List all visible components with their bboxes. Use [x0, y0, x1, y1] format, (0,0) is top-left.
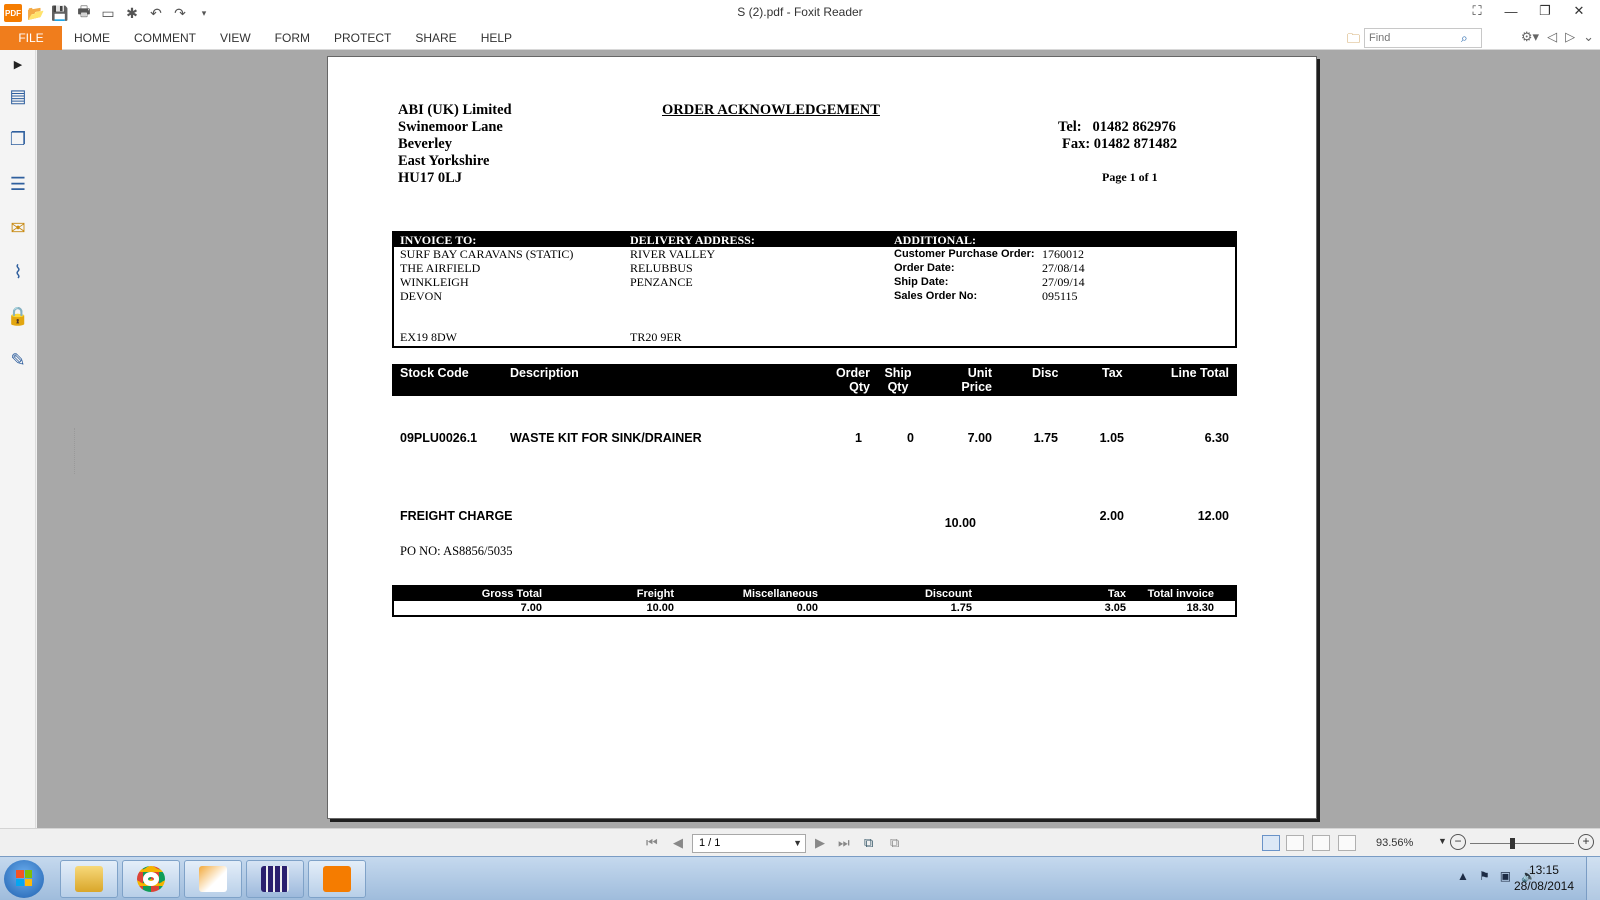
invoice-to-address — [400, 247, 573, 303]
pages-icon[interactable]: ❐ — [9, 128, 27, 149]
window-title: S (2).pdf - Foxit Reader — [737, 5, 863, 19]
zoom-slider-thumb[interactable] — [1510, 838, 1515, 849]
address-line: THE AIRFIELD — [400, 261, 481, 275]
bookmarks-icon[interactable]: ▤ — [9, 85, 27, 106]
panel-resize-handle[interactable] — [74, 428, 77, 474]
pdf-page — [327, 56, 1317, 819]
outlook-logo-icon — [199, 866, 227, 892]
freight-price: 10.00 — [944, 516, 976, 530]
freight-row — [392, 509, 1237, 531]
chrome-logo-icon — [137, 866, 165, 892]
tab-help[interactable]: HELP — [480, 31, 513, 45]
signatures-icon[interactable]: ✎ — [10, 349, 26, 370]
clock[interactable] — [1514, 862, 1574, 894]
col-unit-price-line2: Price — [961, 380, 992, 394]
find-input[interactable] — [1365, 32, 1461, 44]
item-unit-price: 7.00 — [967, 431, 992, 445]
facing-view-icon[interactable] — [1312, 835, 1330, 851]
tab-form[interactable]: FORM — [274, 31, 310, 45]
col-order-qty-line2: Qty — [849, 380, 870, 394]
address-line: SURF BAY CARAVANS (STATIC) — [400, 247, 574, 261]
address-line: DEVON — [400, 289, 442, 303]
freight-total-value: 10.00 — [646, 602, 674, 614]
next-arrow-icon[interactable]: ▷ — [1565, 29, 1576, 44]
items-header — [392, 364, 1237, 396]
additional-value: 095115 — [1042, 289, 1078, 303]
zoom-level[interactable]: 93.56% — [1376, 837, 1414, 849]
windows-logo-icon — [16, 870, 32, 886]
volume-icon[interactable]: 🔊 — [1521, 869, 1536, 883]
page-indicator: 1 / 1 — [699, 837, 721, 849]
total-invoice-label: Total invoice — [1147, 588, 1214, 600]
customize-icon[interactable]: ▾ — [201, 7, 207, 18]
settings-gear-icon[interactable]: ⚙▾ — [1520, 29, 1540, 44]
invoice-to-heading: INVOICE TO: — [400, 233, 477, 247]
explorer-icon[interactable] — [60, 860, 118, 898]
minimize-button[interactable]: — — [1504, 3, 1518, 19]
company-block — [398, 102, 512, 187]
title-bar — [0, 0, 1600, 26]
misc-label: Miscellaneous — [742, 588, 818, 600]
next-view-icon[interactable]: ⧉ — [890, 835, 900, 850]
tax-total-label: Tax — [1107, 588, 1126, 600]
additional-value: 1760012 — [1042, 247, 1084, 261]
col-ship-qty-line1: Ship — [884, 366, 912, 380]
document-title: ORDER ACKNOWLEDGEMENT — [662, 102, 880, 118]
additional-labels — [894, 247, 1035, 303]
tab-comment[interactable]: COMMENT — [134, 31, 196, 45]
comments-icon[interactable]: ✉ — [10, 217, 26, 238]
clock-date: 28/08/2014 — [1513, 879, 1574, 893]
fullscreen-icon[interactable]: ⛶ — [1472, 3, 1482, 18]
chrome-icon[interactable] — [122, 860, 180, 898]
zoom-slider[interactable] — [1470, 843, 1574, 844]
taskbar — [0, 856, 1600, 900]
search-folder-icon[interactable]: 🗀 — [1346, 31, 1360, 46]
tray-expand-icon[interactable]: ▲ — [1457, 869, 1469, 883]
window-controls — [1460, 0, 1596, 22]
item-ship-qty: 0 — [907, 431, 914, 445]
address-box — [392, 231, 1237, 348]
ribbon-right-tools — [1521, 29, 1594, 45]
attachments-icon[interactable]: ⌇ — [13, 261, 23, 282]
gross-total-value: 7.00 — [520, 602, 542, 614]
document-area[interactable] — [37, 50, 1600, 828]
foxit-logo-icon[interactable]: PDF — [4, 4, 22, 22]
total-invoice-value: 18.30 — [1186, 602, 1214, 614]
freight-total: 12.00 — [1197, 509, 1229, 523]
address-line: RIVER VALLEY — [630, 247, 716, 261]
ribbon — [0, 26, 1600, 50]
network-icon[interactable]: ▣ — [1499, 869, 1512, 883]
grid-app-icon — [261, 866, 289, 892]
outlook-icon[interactable] — [184, 860, 242, 898]
address-line: PENZANCE — [630, 275, 693, 289]
col-description: Description — [510, 366, 579, 380]
page-count: Page 1 of 1 — [1102, 170, 1158, 184]
contact-block — [1058, 119, 1177, 153]
table-row — [392, 431, 1237, 447]
col-tax: Tax — [1102, 366, 1123, 380]
delivery-address-heading: DELIVERY ADDRESS: — [630, 233, 755, 247]
item-disc: 1.75 — [1033, 431, 1058, 445]
action-center-flag-icon[interactable]: ⚑ — [1478, 869, 1490, 883]
tab-view[interactable]: VIEW — [220, 31, 251, 45]
panel-expand-icon[interactable]: ▶ — [13, 58, 23, 71]
item-order-qty: 1 — [855, 431, 862, 445]
tab-file[interactable]: FILE — [0, 26, 62, 50]
item-line-total: 6.30 — [1204, 431, 1229, 445]
security-icon[interactable]: 🔒 — [6, 305, 30, 326]
print-icon[interactable]: 🖶 — [77, 3, 91, 19]
additional-label: Ship Date: — [894, 276, 949, 288]
show-desktop-button[interactable] — [1586, 857, 1600, 900]
freight-total-label: Freight — [636, 588, 674, 600]
previous-arrow-icon[interactable]: ◁ — [1547, 29, 1558, 44]
folder-open-icon[interactable]: 📂 — [27, 4, 45, 21]
item-stock-code: 09PLU0026.1 — [400, 431, 478, 445]
invoice-to-postcode: EX19 8DW — [400, 330, 457, 344]
tax-total-value: 3.05 — [1104, 602, 1126, 614]
address-header-bar — [394, 233, 1235, 247]
find-box — [1364, 28, 1482, 48]
chevron-down-icon[interactable]: ▼ — [793, 838, 802, 848]
quick-access-toolbar — [4, 3, 214, 23]
new-pdf-icon[interactable]: ✱ — [126, 4, 138, 21]
page-number-select[interactable] — [692, 834, 806, 853]
status-bar — [0, 828, 1600, 856]
delivery-address — [630, 247, 715, 289]
zoom-in-icon[interactable]: + — [1578, 834, 1594, 850]
save-icon[interactable]: 💾 — [51, 4, 69, 21]
tab-share[interactable]: SHARE — [415, 31, 457, 45]
col-stock-code: Stock Code — [400, 366, 469, 380]
additional-label: Sales Order No: — [894, 290, 978, 302]
misc-value: 0.00 — [796, 602, 818, 614]
scan-icon[interactable]: ▭ — [101, 4, 115, 21]
tab-protect[interactable]: PROTECT — [334, 31, 392, 45]
previous-page-icon[interactable]: ◀ — [673, 835, 683, 850]
col-unit-price — [950, 366, 992, 394]
ribbon-tabs — [0, 26, 524, 50]
start-button[interactable] — [4, 860, 44, 898]
additional-heading: ADDITIONAL: — [894, 233, 977, 247]
col-disc: Disc — [1032, 366, 1059, 380]
first-page-icon[interactable]: ⏮ — [646, 835, 658, 850]
undo-icon[interactable]: ↶ — [150, 4, 162, 21]
col-ship-qty — [882, 366, 914, 394]
company-name: ABI (UK) Limited — [398, 102, 512, 118]
col-unit-price-line1: Unit — [967, 366, 992, 380]
address-line: RELUBBUS — [630, 261, 693, 275]
previous-view-icon[interactable]: ⧉ — [864, 835, 874, 850]
continuous-view-icon[interactable] — [1286, 835, 1304, 851]
additional-values — [1042, 247, 1085, 303]
col-order-qty-line1: Order — [835, 366, 870, 380]
zoom-dropdown-icon[interactable]: ▼ — [1438, 836, 1447, 846]
additional-label: Order Date: — [894, 262, 955, 274]
tab-home[interactable]: HOME — [74, 31, 110, 45]
layers-icon[interactable]: ☰ — [9, 173, 27, 194]
ribbon-collapse-icon[interactable]: ⌄ — [1583, 29, 1594, 44]
address-line: WINKLEIGH — [400, 275, 469, 289]
close-button[interactable]: ✕ — [1573, 3, 1585, 18]
navigation-panel — [0, 50, 36, 828]
foxit-icon[interactable] — [308, 860, 366, 898]
totals-box — [392, 585, 1237, 617]
additional-value: 27/08/14 — [1042, 261, 1085, 275]
restore-button[interactable]: ❐ — [1539, 3, 1551, 18]
calculator-app-icon[interactable] — [246, 860, 304, 898]
additional-label: Customer Purchase Order: — [894, 248, 1035, 260]
item-description: WASTE KIT FOR SINK/DRAINER — [510, 431, 702, 445]
discount-label: Discount — [924, 588, 972, 600]
last-page-icon[interactable]: ⏭ — [838, 835, 850, 850]
company-address-line: Beverley — [398, 136, 452, 152]
telephone: Tel: 01482 862976 — [1058, 119, 1176, 135]
next-page-icon[interactable]: ▶ — [815, 835, 825, 850]
single-page-view-icon[interactable] — [1262, 835, 1280, 851]
additional-value: 27/09/14 — [1042, 275, 1085, 289]
delivery-postcode: TR20 9ER — [630, 330, 682, 344]
company-address-line: East Yorkshire — [398, 153, 490, 169]
col-ship-qty-line2: Qty — [887, 380, 909, 394]
continuous-facing-view-icon[interactable] — [1338, 835, 1356, 851]
item-tax: 1.05 — [1099, 431, 1124, 445]
po-number: PO NO: AS8856/5035 — [400, 544, 513, 558]
gross-total-label: Gross Total — [481, 588, 542, 600]
folder-icon — [75, 866, 103, 892]
company-postcode: HU17 0LJ — [398, 170, 463, 186]
col-line-total: Line Total — [1170, 366, 1229, 380]
zoom-out-icon[interactable]: − — [1450, 834, 1466, 850]
col-order-qty — [832, 366, 870, 394]
clock-time: 13:15 — [1528, 863, 1559, 877]
company-address-line: Swinemoor Lane — [398, 119, 503, 135]
discount-value: 1.75 — [950, 602, 972, 614]
search-icon[interactable]: ⌕ — [1461, 30, 1468, 45]
foxit-taskbar-logo-icon — [323, 866, 351, 892]
fax: Fax: 01482 871482 — [1062, 136, 1178, 152]
freight-tax: 2.00 — [1099, 509, 1124, 523]
freight-label: FREIGHT CHARGE — [400, 509, 513, 523]
redo-icon[interactable]: ↷ — [174, 4, 186, 21]
